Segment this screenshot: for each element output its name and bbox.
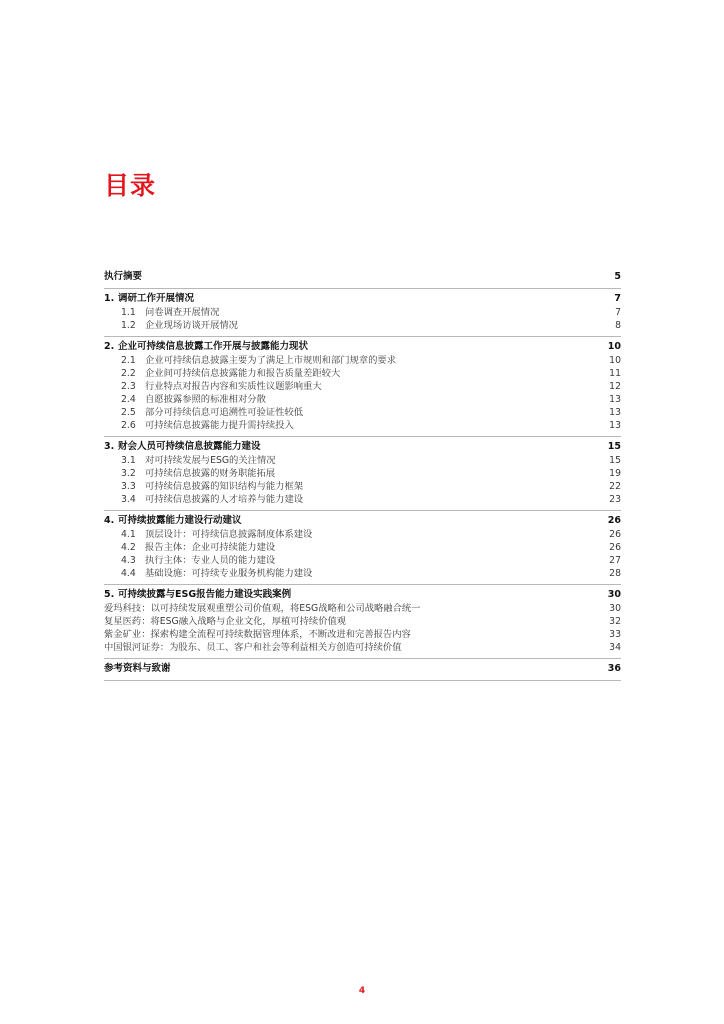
toc-section <box>104 337 621 437</box>
page-number: 4 <box>358 986 366 996</box>
toc-entry[interactable] <box>104 380 621 393</box>
entry-page: 12 <box>609 381 621 392</box>
toc-entry[interactable] <box>104 480 621 493</box>
toc-section <box>104 268 621 289</box>
table-of-contents <box>104 268 621 681</box>
entry-title: 爱玛科技：以可持续发展观重塑公司价值观，将ESG战略和公司战略融合统一 <box>104 603 421 614</box>
toc-entry[interactable] <box>104 554 621 567</box>
section-page: 7 <box>614 293 621 304</box>
entry-title: 可持续信息披露的人才培养与能力建设 <box>145 494 304 505</box>
section-page: 15 <box>607 441 621 452</box>
section-title: 企业可持续信息披露工作开展与披露能力现状 <box>118 341 309 352</box>
toc-section-heading[interactable] <box>104 340 621 354</box>
section-title: 执行摘要 <box>104 271 143 282</box>
entry-number: 2.2 <box>121 368 136 379</box>
section-page: 30 <box>607 589 621 600</box>
entry-title: 企业可持续信息披露主要为了满足上市规则和部门规章的要求 <box>145 355 397 366</box>
entry-number: 1.2 <box>121 320 136 331</box>
entry-title: 报告主体：企业可持续能力建设 <box>145 542 276 553</box>
entry-page: 13 <box>609 407 621 418</box>
entry-number: 4.1 <box>121 529 136 540</box>
section-number: 5. <box>104 589 115 600</box>
entry-title: 可持续信息披露的知识结构与能力框架 <box>145 481 304 492</box>
toc-section <box>104 659 621 681</box>
entry-page: 13 <box>609 394 621 405</box>
entry-title: 顶层设计：可持续信息披露制度体系建设 <box>145 529 313 540</box>
section-page: 36 <box>607 663 621 674</box>
entry-page: 34 <box>609 642 621 653</box>
entry-number: 2.1 <box>121 355 136 366</box>
entry-title: 可持续信息披露能力提升需持续投入 <box>145 420 294 431</box>
entry-page: 30 <box>609 603 621 614</box>
entry-title: 问卷调查开展情况 <box>145 307 220 318</box>
entry-title: 企业间可持续信息披露能力和报告质量差距较大 <box>145 368 341 379</box>
toc-entry[interactable] <box>104 493 621 506</box>
toc-entry[interactable] <box>104 641 621 654</box>
entry-number: 2.5 <box>121 407 136 418</box>
entry-number: 3.4 <box>121 494 136 505</box>
entry-number: 2.4 <box>121 394 136 405</box>
entry-title: 部分可持续信息可追溯性可验证性较低 <box>145 407 304 418</box>
toc-section-heading[interactable] <box>104 440 621 454</box>
section-page: 10 <box>607 341 621 352</box>
page-title: 目录 <box>104 171 157 200</box>
entry-number: 4.4 <box>121 568 136 579</box>
section-title: 可持续披露与ESG报告能力建设实践案例 <box>118 589 292 600</box>
toc-entry[interactable] <box>104 319 621 332</box>
toc-section-heading[interactable] <box>104 292 621 306</box>
entry-number: 3.2 <box>121 468 136 479</box>
entry-title: 紫金矿业：探索构建全流程可持续数据管理体系，不断改进和完善报告内容 <box>104 629 411 640</box>
entry-title: 可持续信息披露的财务职能拓展 <box>145 468 276 479</box>
section-title: 财会人员可持续信息披露能力建设 <box>118 441 261 452</box>
toc-entry[interactable] <box>104 628 621 641</box>
section-number: 3. <box>104 441 115 452</box>
entry-page: 13 <box>609 420 621 431</box>
entry-page: 22 <box>609 481 621 492</box>
toc-entry[interactable] <box>104 602 621 615</box>
toc-entry[interactable] <box>104 393 621 406</box>
entry-page: 7 <box>615 307 621 318</box>
toc-section-heading[interactable] <box>104 514 621 528</box>
toc-section <box>104 437 621 511</box>
entry-number: 4.3 <box>121 555 136 566</box>
entry-page: 28 <box>609 568 621 579</box>
entry-title: 基础设施：可持续专业服务机构能力建设 <box>145 568 313 579</box>
entry-page: 11 <box>609 368 621 379</box>
entry-number: 3.1 <box>121 455 136 466</box>
toc-entry[interactable] <box>104 454 621 467</box>
toc-entry[interactable] <box>104 615 621 628</box>
entry-page: 26 <box>609 529 621 540</box>
entry-number: 2.6 <box>121 420 136 431</box>
entry-title: 自愿披露参照的标准相对分散 <box>145 394 266 405</box>
toc-entry[interactable] <box>104 419 621 432</box>
toc-section-heading[interactable] <box>104 662 621 676</box>
entry-page: 15 <box>609 455 621 466</box>
entry-page: 33 <box>609 629 621 640</box>
entry-number: 1.1 <box>121 307 136 318</box>
entry-number: 2.3 <box>121 381 136 392</box>
toc-entry[interactable] <box>104 354 621 367</box>
section-title: 参考资料与致谢 <box>104 663 171 674</box>
entry-page: 32 <box>609 616 621 627</box>
entry-title: 对可持续发展与ESG的关注情况 <box>145 455 276 466</box>
entry-number: 3.3 <box>121 481 136 492</box>
entry-page: 23 <box>609 494 621 505</box>
toc-section <box>104 289 621 337</box>
entry-number: 4.2 <box>121 542 136 553</box>
entry-page: 27 <box>609 555 621 566</box>
entry-title: 执行主体：专业人员的能力建设 <box>145 555 276 566</box>
entry-title: 复星医药：将ESG融入战略与企业文化，厚植可持续价值观 <box>104 616 347 627</box>
section-title: 可持续披露能力建设行动建议 <box>118 515 242 526</box>
toc-entry[interactable] <box>104 567 621 580</box>
toc-entry[interactable] <box>104 367 621 380</box>
entry-title: 企业现场访谈开展情况 <box>145 320 238 331</box>
entry-page: 10 <box>609 355 621 366</box>
entry-page: 8 <box>615 320 621 331</box>
toc-entry[interactable] <box>104 528 621 541</box>
section-number: 2. <box>104 341 115 352</box>
section-title: 调研工作开展情况 <box>118 293 195 304</box>
toc-entry[interactable] <box>104 541 621 554</box>
entry-page: 26 <box>609 542 621 553</box>
toc-entry[interactable] <box>104 306 621 319</box>
section-page: 5 <box>614 271 621 282</box>
toc-entry[interactable] <box>104 406 621 419</box>
toc-section-heading[interactable] <box>104 588 621 602</box>
toc-section <box>104 511 621 585</box>
toc-entry[interactable] <box>104 467 621 480</box>
section-number: 1. <box>104 293 115 304</box>
entry-title: 行业特点对报告内容和实质性议题影响重大 <box>145 381 322 392</box>
entry-page: 19 <box>609 468 621 479</box>
toc-section-heading[interactable] <box>104 270 621 284</box>
section-number: 4. <box>104 515 115 526</box>
entry-title: 中国银河证券：为股东、员工、客户和社会等利益相关方创造可持续价值 <box>104 642 402 653</box>
toc-section <box>104 585 621 659</box>
section-page: 26 <box>607 515 621 526</box>
